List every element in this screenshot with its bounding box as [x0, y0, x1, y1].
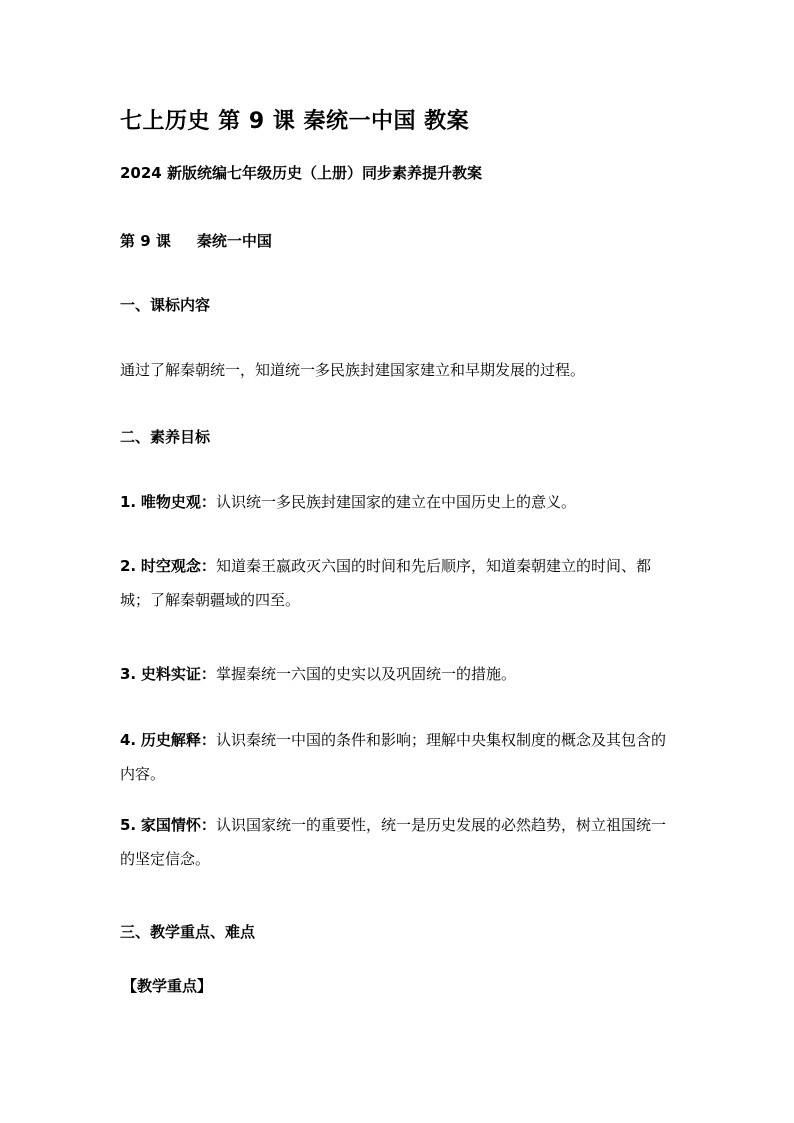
objective-item: [120, 723, 680, 791]
document-title: 七上历史 第 9 课 秦统一中国 教案: [120, 109, 470, 134]
objective-text: 知道秦王嬴政灭六国的时间和先后顺序，知道秦朝建立的时间、都城；了解秦朝疆域的四至。: [120, 557, 651, 609]
objective-number: 1.: [120, 493, 137, 511]
section-heading-objectives: 二、素养目标: [120, 428, 211, 446]
objective-label: 家国情怀：: [140, 816, 216, 834]
lesson-name: 秦统一中国: [196, 232, 272, 250]
objective-text: 掌握秦统一六国的史实以及巩固统一的措施。: [215, 665, 516, 683]
objective-number: 4.: [120, 731, 137, 749]
objective-item: [120, 808, 680, 876]
lesson-number: 第 9 课: [120, 232, 171, 250]
objective-text: 认识国家统一的重要性，统一是历史发展的必然趋势，树立祖国统一的坚定信念。: [120, 816, 666, 868]
objective-number: 2.: [120, 557, 137, 575]
document-subtitle: 2024 新版统编七年级历史（上册）同步素养提升教案: [120, 164, 482, 182]
objective-item: [120, 657, 680, 691]
objective-text: 认识统一多民族封建国家的建立在中国历史上的意义。: [215, 493, 576, 511]
lesson-heading: [120, 230, 272, 251]
objective-label: 历史解释：: [140, 731, 216, 749]
standard-text: 通过了解秦朝统一，知道统一多民族封建国家建立和早期发展的过程。: [120, 361, 586, 379]
teaching-focus-heading: 【教学重点】: [122, 977, 213, 995]
section-heading-key-points: 三、教学重点、难点: [120, 923, 256, 941]
section-heading-standards: 一、课标内容: [120, 296, 211, 314]
objective-item: [120, 485, 680, 519]
objective-number: 3.: [120, 665, 137, 683]
objective-label: 史料实证：: [140, 665, 216, 683]
objective-label: 时空观念：: [140, 557, 216, 575]
objective-number: 5.: [120, 816, 137, 834]
objective-item: [120, 549, 680, 617]
objective-label: 唯物史观：: [140, 493, 216, 511]
objective-text: 认识秦统一中国的条件和影响；理解中央集权制度的概念及其包含的内容。: [120, 731, 666, 783]
